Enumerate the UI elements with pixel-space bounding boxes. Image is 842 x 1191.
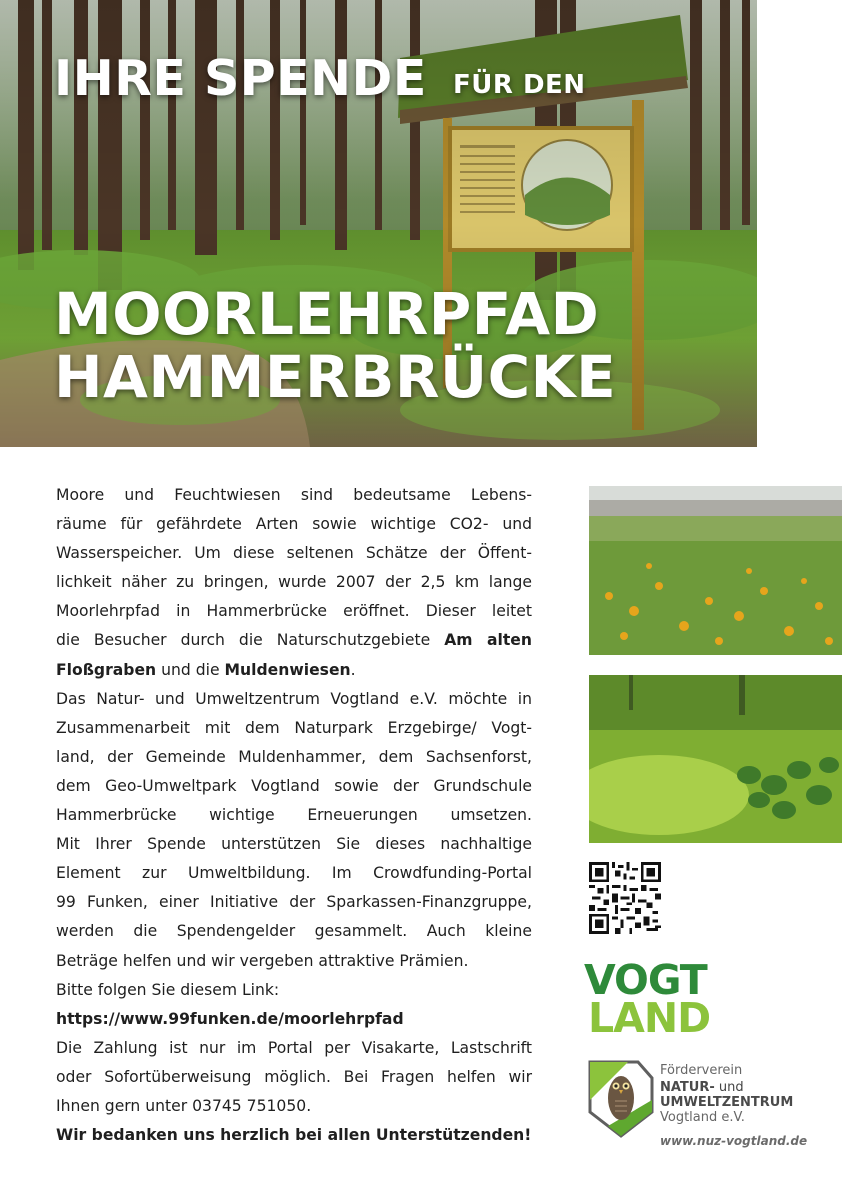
hero-title-line3: HAMMERBRÜCKE — [54, 343, 617, 411]
text-line: Zusammenarbeit mit dem Naturpark Erzgebirge/ Vogt- — [56, 718, 532, 737]
text-line: Wasserspeicher. Um diese seltenen Schätze der Öffent- — [56, 544, 532, 563]
nuz-logo-line3: UMWELTZENTRUM — [660, 1095, 794, 1110]
text-line: 99 Funken, einer Initiative der Sparkassen-Finanzgruppe, — [56, 893, 532, 912]
text-line: Ihnen gern unter 03745 751050. — [56, 1096, 312, 1115]
nuz-logo-line2: NATUR- und — [660, 1080, 744, 1095]
text-bold: Muldenwiesen — [224, 660, 351, 679]
text-line: Moorlehrpfad in Hammerbrücke eröffnet. Dieser leitet — [56, 602, 532, 621]
closing-line: Wir bedanken uns herzlich bei allen Unterstützenden! — [56, 1126, 532, 1145]
text-bold: Floßgraben — [56, 660, 157, 679]
text-line: lichkeit näher zu bringen, wurde 2007 der 2,5 km lange — [56, 573, 532, 592]
text-line: werden die Spendengelder gesammelt. Auch kleine — [56, 922, 532, 941]
text-line: Hammerbrücke wichtige Erneuerungen umsetzen. — [56, 806, 532, 825]
text-line: land, der Gemeinde Muldenhammer, dem Sachsenforst, — [56, 747, 532, 766]
text-line: die Besucher durch die Naturschutzgebiete Am alten — [56, 631, 532, 650]
text-line: Mit Ihrer Spende unterstützen Sie dieses nachhaltige — [56, 835, 532, 854]
text-line: räume für gefährdete Arten sowie wichtige CO2- und — [56, 515, 532, 534]
owl-icon — [588, 1060, 654, 1138]
nuz-logo — [588, 1060, 838, 1150]
nuz-logo-line4: Vogtland e.V. — [660, 1110, 745, 1125]
text-line: Element zur Umweltbildung. Im Crowdfunding-Portal — [56, 864, 532, 883]
text-line: Das Natur- und Umweltzentrum Vogtland e.V. möchte in — [56, 689, 532, 708]
text-line: Bitte folgen Sie diesem Link: — [56, 980, 280, 999]
text-bold: Am alten — [444, 631, 532, 650]
vogtland-logo-word1: VOGT — [584, 956, 707, 1004]
moss-photo — [589, 675, 842, 843]
meadow-photo — [589, 486, 842, 655]
hero-banner — [0, 0, 757, 447]
text-line: Moore und Feuchtwiesen sind bedeutsame Lebens- — [56, 486, 532, 504]
text-line: Beträge helfen und wir vergeben attraktive Prämien. — [56, 951, 469, 970]
body-text — [56, 481, 532, 1150]
nuz-logo-line1: Förderverein — [660, 1063, 743, 1078]
hero-title-line1-small: FÜR DEN — [453, 70, 586, 100]
text-line: Die Zahlung ist nur im Portal per Visakarte, Lastschrift — [56, 1038, 532, 1057]
text-line: dem Geo-Umweltpark Vogtland sowie der Grundschule — [56, 776, 532, 795]
text-line: Floßgraben und die Muldenwiesen. — [56, 660, 356, 679]
donation-link[interactable]: https://www.99funken.de/moorlehrpfad — [56, 1009, 404, 1028]
hero-title-line2: MOORLEHRPFAD — [54, 280, 600, 348]
website-link[interactable]: www.nuz-vogtland.de — [660, 1134, 808, 1148]
qr-code[interactable] — [589, 862, 661, 934]
vogtland-logo-word2: LAND — [588, 994, 711, 1042]
text-line: oder Sofortüberweisung möglich. Bei Fragen helfen wir — [56, 1067, 532, 1086]
vogtland-logo — [584, 956, 714, 1042]
hero-title-line1: IHRE SPENDE — [54, 50, 427, 107]
